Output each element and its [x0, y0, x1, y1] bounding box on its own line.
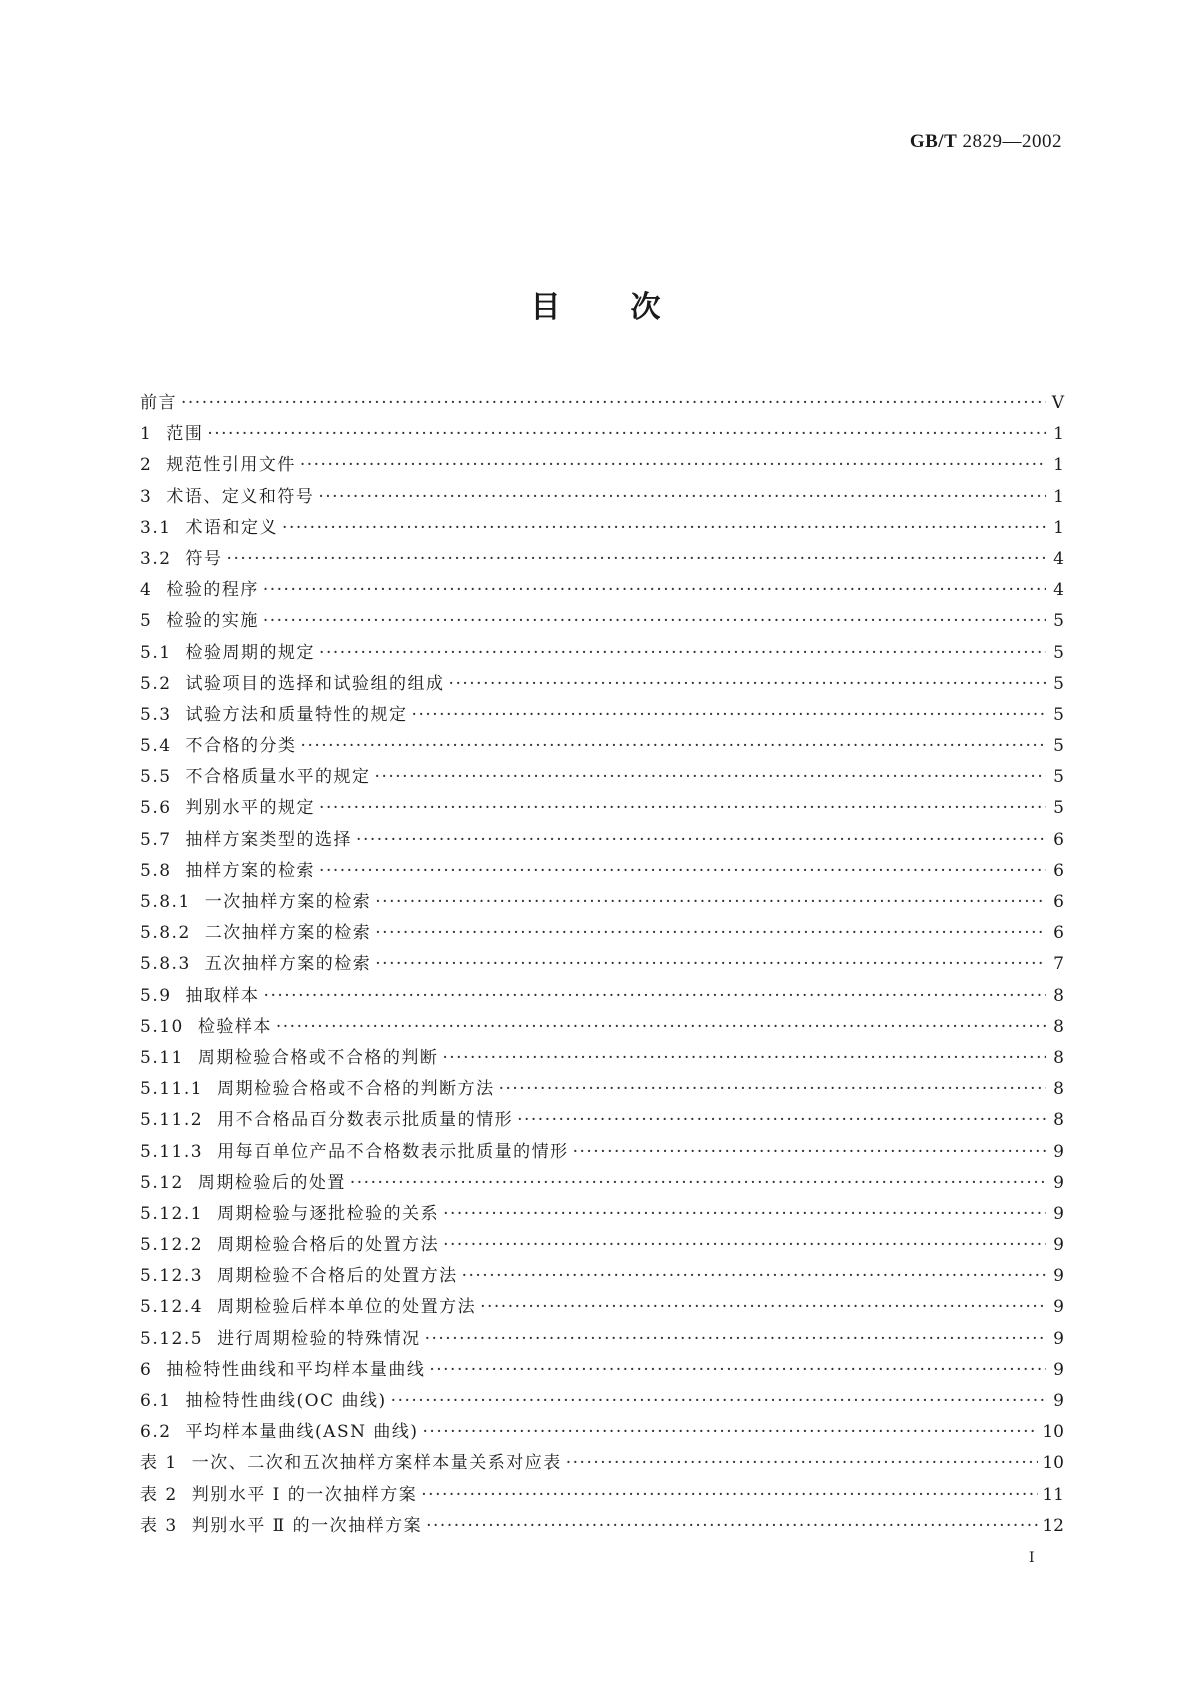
toc-entry-label: 抽样方案类型的选择	[185, 829, 353, 850]
toc-entry[interactable]	[140, 1511, 1064, 1542]
toc-entry-page: 5	[1053, 673, 1064, 694]
dot-leader	[300, 455, 1046, 475]
title-char-2: 次	[630, 290, 661, 325]
dot-leader	[449, 674, 1046, 694]
toc-entry[interactable]	[140, 1292, 1064, 1323]
dot-leader	[426, 1516, 1038, 1536]
toc-entry-number: 5.1	[140, 642, 172, 663]
toc-entry[interactable]	[140, 1261, 1064, 1292]
toc-entry[interactable]	[140, 793, 1064, 824]
toc-entry-number: 5.12.2	[140, 1235, 204, 1256]
toc-entry-page: 9	[1053, 1172, 1064, 1193]
toc-entry-page: 4	[1053, 580, 1064, 601]
toc-entry-page: 5	[1053, 611, 1064, 632]
toc-entry[interactable]	[140, 1355, 1064, 1386]
toc-entry-label: 不合格的分类	[185, 736, 297, 757]
toc-entry[interactable]	[140, 1074, 1064, 1105]
toc-entry-number: 5.8.2	[140, 923, 191, 944]
toc-entry-number: 5.9	[140, 985, 172, 1006]
toc-entry-label: 符号	[185, 548, 223, 569]
title-char-1: 目	[530, 290, 561, 325]
toc-entry[interactable]	[140, 388, 1064, 419]
toc-entry-number: 5.6	[140, 798, 172, 819]
toc-entry-page: 6	[1053, 923, 1064, 944]
toc-entry-label: 规范性引用文件	[166, 455, 296, 476]
toc-entry-number: 5.12.1	[140, 1203, 204, 1224]
dot-leader	[207, 424, 1046, 444]
toc-entry[interactable]	[140, 949, 1064, 980]
toc-entry[interactable]	[140, 1137, 1064, 1168]
toc-entry-label: 用不合格品百分数表示批质量的情形	[217, 1110, 514, 1131]
toc-entry-number: 5	[140, 611, 153, 632]
toc-entry-page: 9	[1053, 1391, 1064, 1411]
toc-entry-label: 判别水平 Ⅱ 的一次抽样方案	[191, 1515, 423, 1536]
toc-entry-number: 4	[140, 580, 153, 601]
toc-entry-label: 术语、定义和符号	[166, 486, 315, 507]
toc-entry[interactable]	[140, 762, 1064, 793]
toc-entry-number: 5.11.1	[140, 1079, 204, 1100]
toc-entry[interactable]	[140, 825, 1064, 856]
toc-entry-label: 抽检特性曲线(OC 曲线)	[185, 1391, 387, 1411]
toc-entry-number: 5.8.3	[140, 954, 191, 975]
toc-entry-label: 试验项目的选择和试验组的组成	[185, 673, 445, 694]
toc-entry-number: 3	[140, 486, 153, 507]
toc-entry[interactable]	[140, 700, 1064, 731]
dot-leader	[499, 1079, 1046, 1099]
toc-entry-label: 不合格质量水平的规定	[185, 767, 371, 788]
dot-leader	[375, 892, 1046, 912]
dot-leader	[319, 643, 1046, 663]
dot-leader	[425, 1329, 1046, 1349]
toc-entry-page: 5	[1053, 642, 1064, 663]
toc-entry[interactable]	[140, 1417, 1064, 1448]
toc-entry-label: 一次抽样方案的检索	[204, 892, 372, 912]
toc-entry[interactable]	[140, 513, 1064, 544]
toc-entry-number: 3.1	[140, 517, 172, 538]
toc-entry-number: 5.7	[140, 829, 172, 850]
toc-entry-number: 1	[140, 424, 153, 445]
toc-entry-page: 8	[1053, 1110, 1064, 1131]
toc-entry-page: 5	[1053, 767, 1064, 788]
toc-entry-page: 9	[1053, 1203, 1064, 1224]
toc-entry-page: 6	[1053, 892, 1064, 912]
dot-leader	[566, 1453, 1039, 1473]
toc-entry-page: 8	[1053, 985, 1064, 1006]
toc-entry-page: 9	[1053, 1328, 1064, 1349]
toc-entry-label: 判别水平 Ⅰ 的一次抽样方案	[191, 1484, 418, 1505]
toc-entry-label: 周期检验与逐批检验的关系	[217, 1203, 440, 1224]
toc-entry-number: 5.4	[140, 736, 172, 757]
toc-entry-page: 1	[1053, 517, 1064, 538]
dot-leader	[442, 1048, 1046, 1068]
toc-entry-number: 5.5	[140, 767, 172, 788]
toc-entry-page: 11	[1042, 1484, 1064, 1505]
toc-entry-label: 周期检验合格或不合格的判断	[197, 1047, 439, 1068]
dot-leader	[356, 830, 1046, 850]
toc-entry-page: 12	[1042, 1515, 1064, 1536]
toc-entry-label: 周期检验后的处置	[197, 1172, 346, 1193]
toc-entry[interactable]	[140, 1448, 1064, 1479]
toc-entry[interactable]	[140, 918, 1064, 949]
toc-entry-label: 周期检验合格后的处置方法	[217, 1235, 440, 1256]
toc-entry[interactable]	[140, 606, 1064, 637]
toc-entry-page: 9	[1053, 1141, 1064, 1162]
toc-entry[interactable]	[140, 1324, 1064, 1355]
toc-entry-label: 检验的实施	[166, 611, 259, 632]
toc-entry-page: 9	[1053, 1266, 1064, 1287]
toc-entry[interactable]	[140, 731, 1064, 762]
toc-entry-page: 8	[1053, 1047, 1064, 1068]
dot-leader	[263, 580, 1046, 600]
standard-number: 2829—2002	[962, 131, 1062, 152]
dot-leader	[573, 1142, 1046, 1162]
toc-entry-page: 8	[1053, 1079, 1064, 1100]
standard-prefix: GB/T	[909, 131, 958, 152]
dot-leader	[318, 487, 1046, 507]
dot-leader	[319, 798, 1046, 818]
toc-entry-label: 一次、二次和五次抽样方案样本量关系对应表	[191, 1453, 562, 1474]
toc-entry-number: 6.2	[140, 1422, 172, 1443]
dot-leader	[282, 518, 1046, 538]
toc-entry-number: 6	[140, 1359, 153, 1380]
toc-entry[interactable]	[140, 1012, 1064, 1043]
toc-entry[interactable]	[140, 482, 1064, 513]
dot-leader	[443, 1235, 1046, 1255]
toc-entry[interactable]	[140, 1230, 1064, 1261]
toc-entry-page: 9	[1053, 1235, 1064, 1256]
toc-entry-page: 9	[1053, 1297, 1064, 1318]
toc-entry[interactable]	[140, 419, 1064, 450]
dot-leader	[264, 986, 1046, 1006]
toc-entry-label: 周期检验合格或不合格的判断方法	[217, 1079, 495, 1100]
toc-entry-label: 判别水平的规定	[185, 798, 316, 819]
dot-leader	[517, 1110, 1046, 1130]
toc-entry[interactable]	[140, 669, 1064, 700]
toc-entry-number: 5.11.2	[140, 1110, 204, 1131]
toc-entry[interactable]	[140, 575, 1064, 606]
toc-entry[interactable]	[140, 450, 1064, 481]
toc-entry-number: 5.11.3	[140, 1141, 204, 1162]
dot-leader	[443, 1204, 1046, 1224]
toc-entry-page: 1	[1053, 455, 1064, 476]
toc-entry-number: 6.1	[140, 1391, 172, 1411]
toc-entry-page: 4	[1053, 548, 1064, 569]
toc-entry[interactable]	[140, 544, 1064, 575]
toc-entry-page: 9	[1053, 1359, 1064, 1380]
toc-entry-label: 周期检验不合格后的处置方法	[217, 1266, 458, 1287]
toc-entry-number: 5.12.5	[140, 1328, 204, 1349]
toc-entry-page: 1	[1053, 424, 1064, 445]
toc-entry-label: 抽取样本	[185, 985, 260, 1006]
toc-entry-label: 五次抽样方案的检索	[204, 954, 372, 975]
toc-entry-number: 5.10	[140, 1016, 184, 1037]
toc-entry-label: 检验样本	[197, 1016, 272, 1037]
standard-code	[910, 131, 1062, 153]
toc-entry-number: 5.11	[140, 1047, 184, 1068]
toc-entry-page: V	[1051, 393, 1064, 413]
toc-entry[interactable]	[140, 638, 1064, 669]
table-of-contents	[140, 388, 1064, 1542]
toc-entry[interactable]	[140, 1199, 1064, 1230]
dot-leader	[462, 1266, 1046, 1286]
toc-entry-page: 1	[1053, 486, 1064, 507]
dot-leader	[412, 705, 1046, 725]
toc-entry-number: 3.2	[140, 548, 172, 569]
dot-leader	[319, 861, 1046, 881]
toc-entry[interactable]	[140, 856, 1064, 887]
toc-entry-number: 表 1	[140, 1453, 178, 1474]
toc-entry-label: 用每百单位产品不合格数表示批质量的情形	[217, 1141, 569, 1162]
toc-entry-label: 平均样本量曲线(ASN 曲线)	[185, 1422, 419, 1443]
toc-entry[interactable]	[140, 1168, 1064, 1199]
dot-leader	[391, 1391, 1046, 1411]
toc-entry-number: 表 2	[140, 1484, 178, 1505]
toc-entry-label: 检验周期的规定	[185, 642, 316, 663]
page-folio: Ⅰ	[1029, 1550, 1035, 1566]
toc-entry-page: 10	[1042, 1453, 1064, 1474]
dot-leader	[181, 393, 1046, 413]
toc-entry[interactable]	[140, 1386, 1064, 1417]
toc-entry[interactable]	[140, 887, 1064, 918]
toc-entry-number: 5.8.1	[140, 892, 191, 912]
dot-leader	[263, 611, 1046, 631]
toc-entry-page: 8	[1053, 1016, 1064, 1037]
toc-entry-label: 术语和定义	[185, 517, 279, 538]
dot-leader	[421, 1485, 1038, 1505]
dot-leader	[423, 1422, 1039, 1442]
toc-entry-number: 5.2	[140, 673, 172, 694]
toc-entry[interactable]	[140, 1105, 1064, 1136]
toc-entry-label: 前言	[140, 393, 177, 413]
toc-entry-label: 二次抽样方案的检索	[204, 923, 372, 944]
toc-entry-label: 抽检特性曲线和平均样本量曲线	[166, 1359, 426, 1380]
toc-entry-label: 检验的程序	[166, 580, 259, 601]
dot-leader	[276, 1017, 1046, 1037]
toc-entry-label: 进行周期检验的特殊情况	[217, 1328, 421, 1349]
toc-entry[interactable]	[140, 981, 1064, 1012]
toc-entry-label: 范围	[166, 424, 204, 445]
toc-entry-number: 5.12.4	[140, 1297, 204, 1318]
toc-entry-page: 5	[1053, 704, 1064, 725]
dot-leader	[301, 736, 1046, 756]
toc-entry-number: 5.8	[140, 860, 172, 881]
dot-leader	[429, 1360, 1046, 1380]
toc-entry-page: 6	[1053, 829, 1064, 850]
toc-entry-number: 5.3	[140, 704, 172, 725]
toc-entry-page: 5	[1053, 798, 1064, 819]
toc-entry-number: 表 3	[140, 1515, 178, 1536]
toc-entry-page: 5	[1053, 736, 1064, 757]
toc-entry-label: 周期检验后样本单位的处置方法	[217, 1297, 477, 1318]
dot-leader	[375, 767, 1046, 787]
dot-leader	[480, 1297, 1046, 1317]
dot-leader	[375, 923, 1046, 943]
toc-entry-number: 5.12.3	[140, 1266, 204, 1287]
toc-entry-label: 抽样方案的检索	[185, 860, 316, 881]
dot-leader	[227, 549, 1046, 569]
toc-entry-page: 10	[1042, 1422, 1064, 1443]
toc-entry-number: 5.12	[140, 1172, 184, 1193]
dot-leader	[350, 1173, 1046, 1193]
toc-entry[interactable]	[140, 1043, 1064, 1074]
dot-leader	[375, 954, 1046, 974]
toc-entry-page: 7	[1053, 954, 1064, 975]
toc-entry-number: 2	[140, 455, 153, 476]
page-title	[0, 282, 1191, 326]
toc-entry-page: 6	[1053, 860, 1064, 881]
toc-entry-label: 试验方法和质量特性的规定	[185, 704, 408, 725]
toc-entry[interactable]	[140, 1480, 1064, 1511]
